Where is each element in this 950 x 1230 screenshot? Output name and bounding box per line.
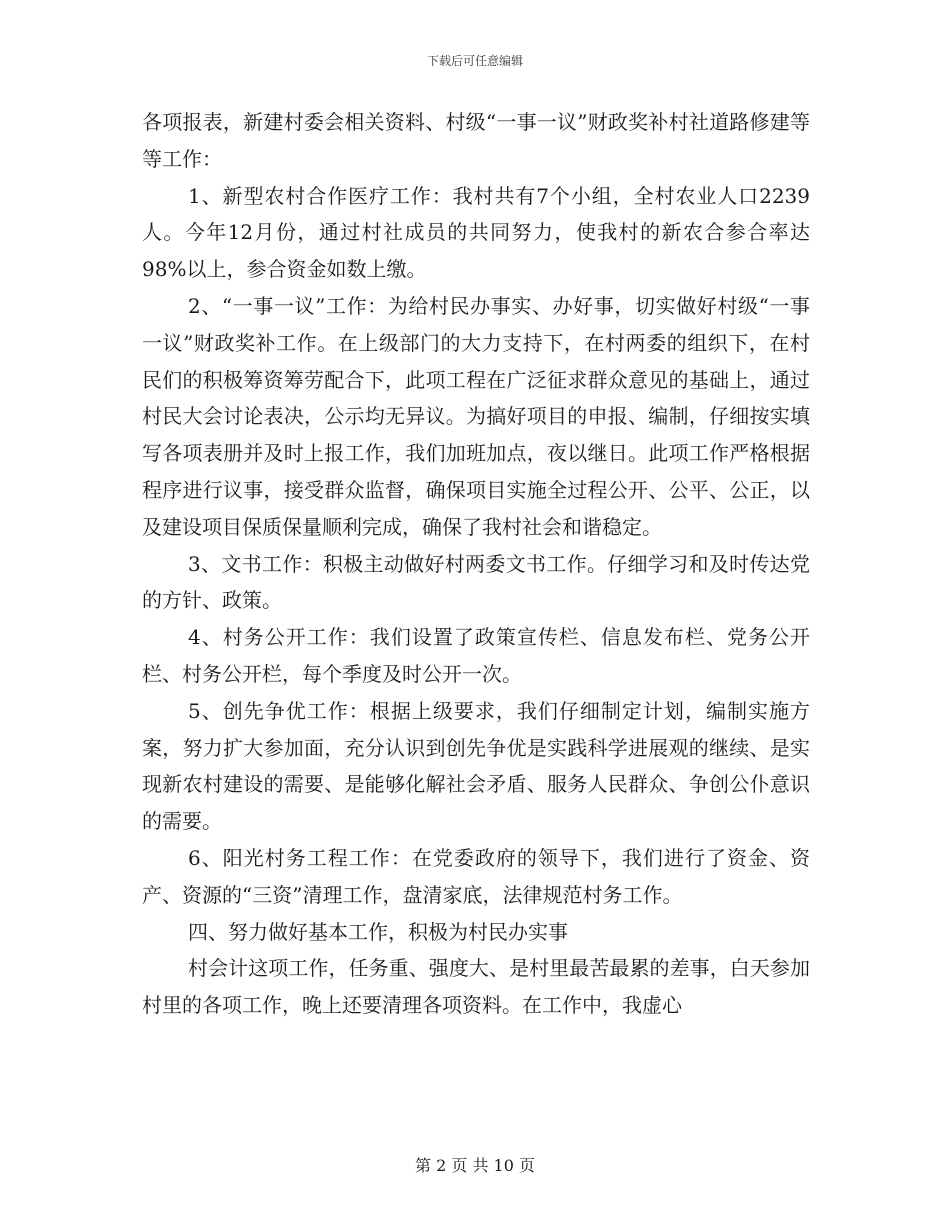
document-body <box>142 104 810 1024</box>
paragraph-6: 6、阳光村务工程工作：在党委政府的领导下，我们进行了资金、资产、资源的“三资”清理工作，盘清家底，法律规范村务工作。 <box>142 845 810 907</box>
page-number: 第 2 页 共 10 页 <box>415 1156 535 1175</box>
paragraph-4: 4、村务公开工作：我们设置了政策宣传栏、信息发布栏、党务公开栏、村务公开栏，每个季度及时公开一次。 <box>142 625 810 686</box>
paragraph-5: 5、创先争优工作：根据上级要求，我们仔细制定计划，编制实施方案，努力扩大参加面，充分认识到创先争优是实践科学进展观的继续、是实现新农村建设的需要、是能够化解社会矛盾、服务人民群众、争创公仆意识的需要。 <box>142 698 810 834</box>
section-heading: 四、努力做好基本工作，积极为村民办实事 <box>188 919 568 944</box>
paragraph-3: 3、文书工作：积极主动做好村两委文书工作。仔细学习和及时传达党的方针、政策。 <box>142 551 810 613</box>
paragraph-2: 2、“一事一议”工作：为给村民办事实、办好事，切实做好村级“一事一议”财政奖补工作。在上级部门的大力支持下，在村两委的组织下，在村民们的积极筹资筹劳配合下，此项工程在广泛征求群众意见的基础上，通过村民大会讨论表决，公示均无异议。为搞好项目的申报、编制，仔细按实填写各项表册并及时上报工作，我们加班加点，夜以继日。此项工作严格根据程序进行议事，接受群众监督，确保项目实施全过程公开、公平、公正，以及建设项目保质保量顺利完成，确保了我村社会和谐稳定。 <box>142 293 810 539</box>
paragraph-1: 1、新型农村合作医疗工作：我村共有7个小组，全村农业人口2239人。今年12月份，通过村社成员的共同努力，使我村的新农合参合率达98%以上，参合资金如数上缴。 <box>142 183 810 282</box>
paragraph-0: 各项报表，新建村委会相关资料、村级“一事一议”财政奖补村社道路修建等等工作： <box>142 110 810 171</box>
paragraph-8: 村会计这项工作，任务重、强度大、是村里最苦最累的差事，白天参加村里的各项工作，晚上还要清理各项资料。在工作中，我虚心 <box>142 956 810 1018</box>
page-header: 下载后可任意编辑 <box>426 54 523 68</box>
